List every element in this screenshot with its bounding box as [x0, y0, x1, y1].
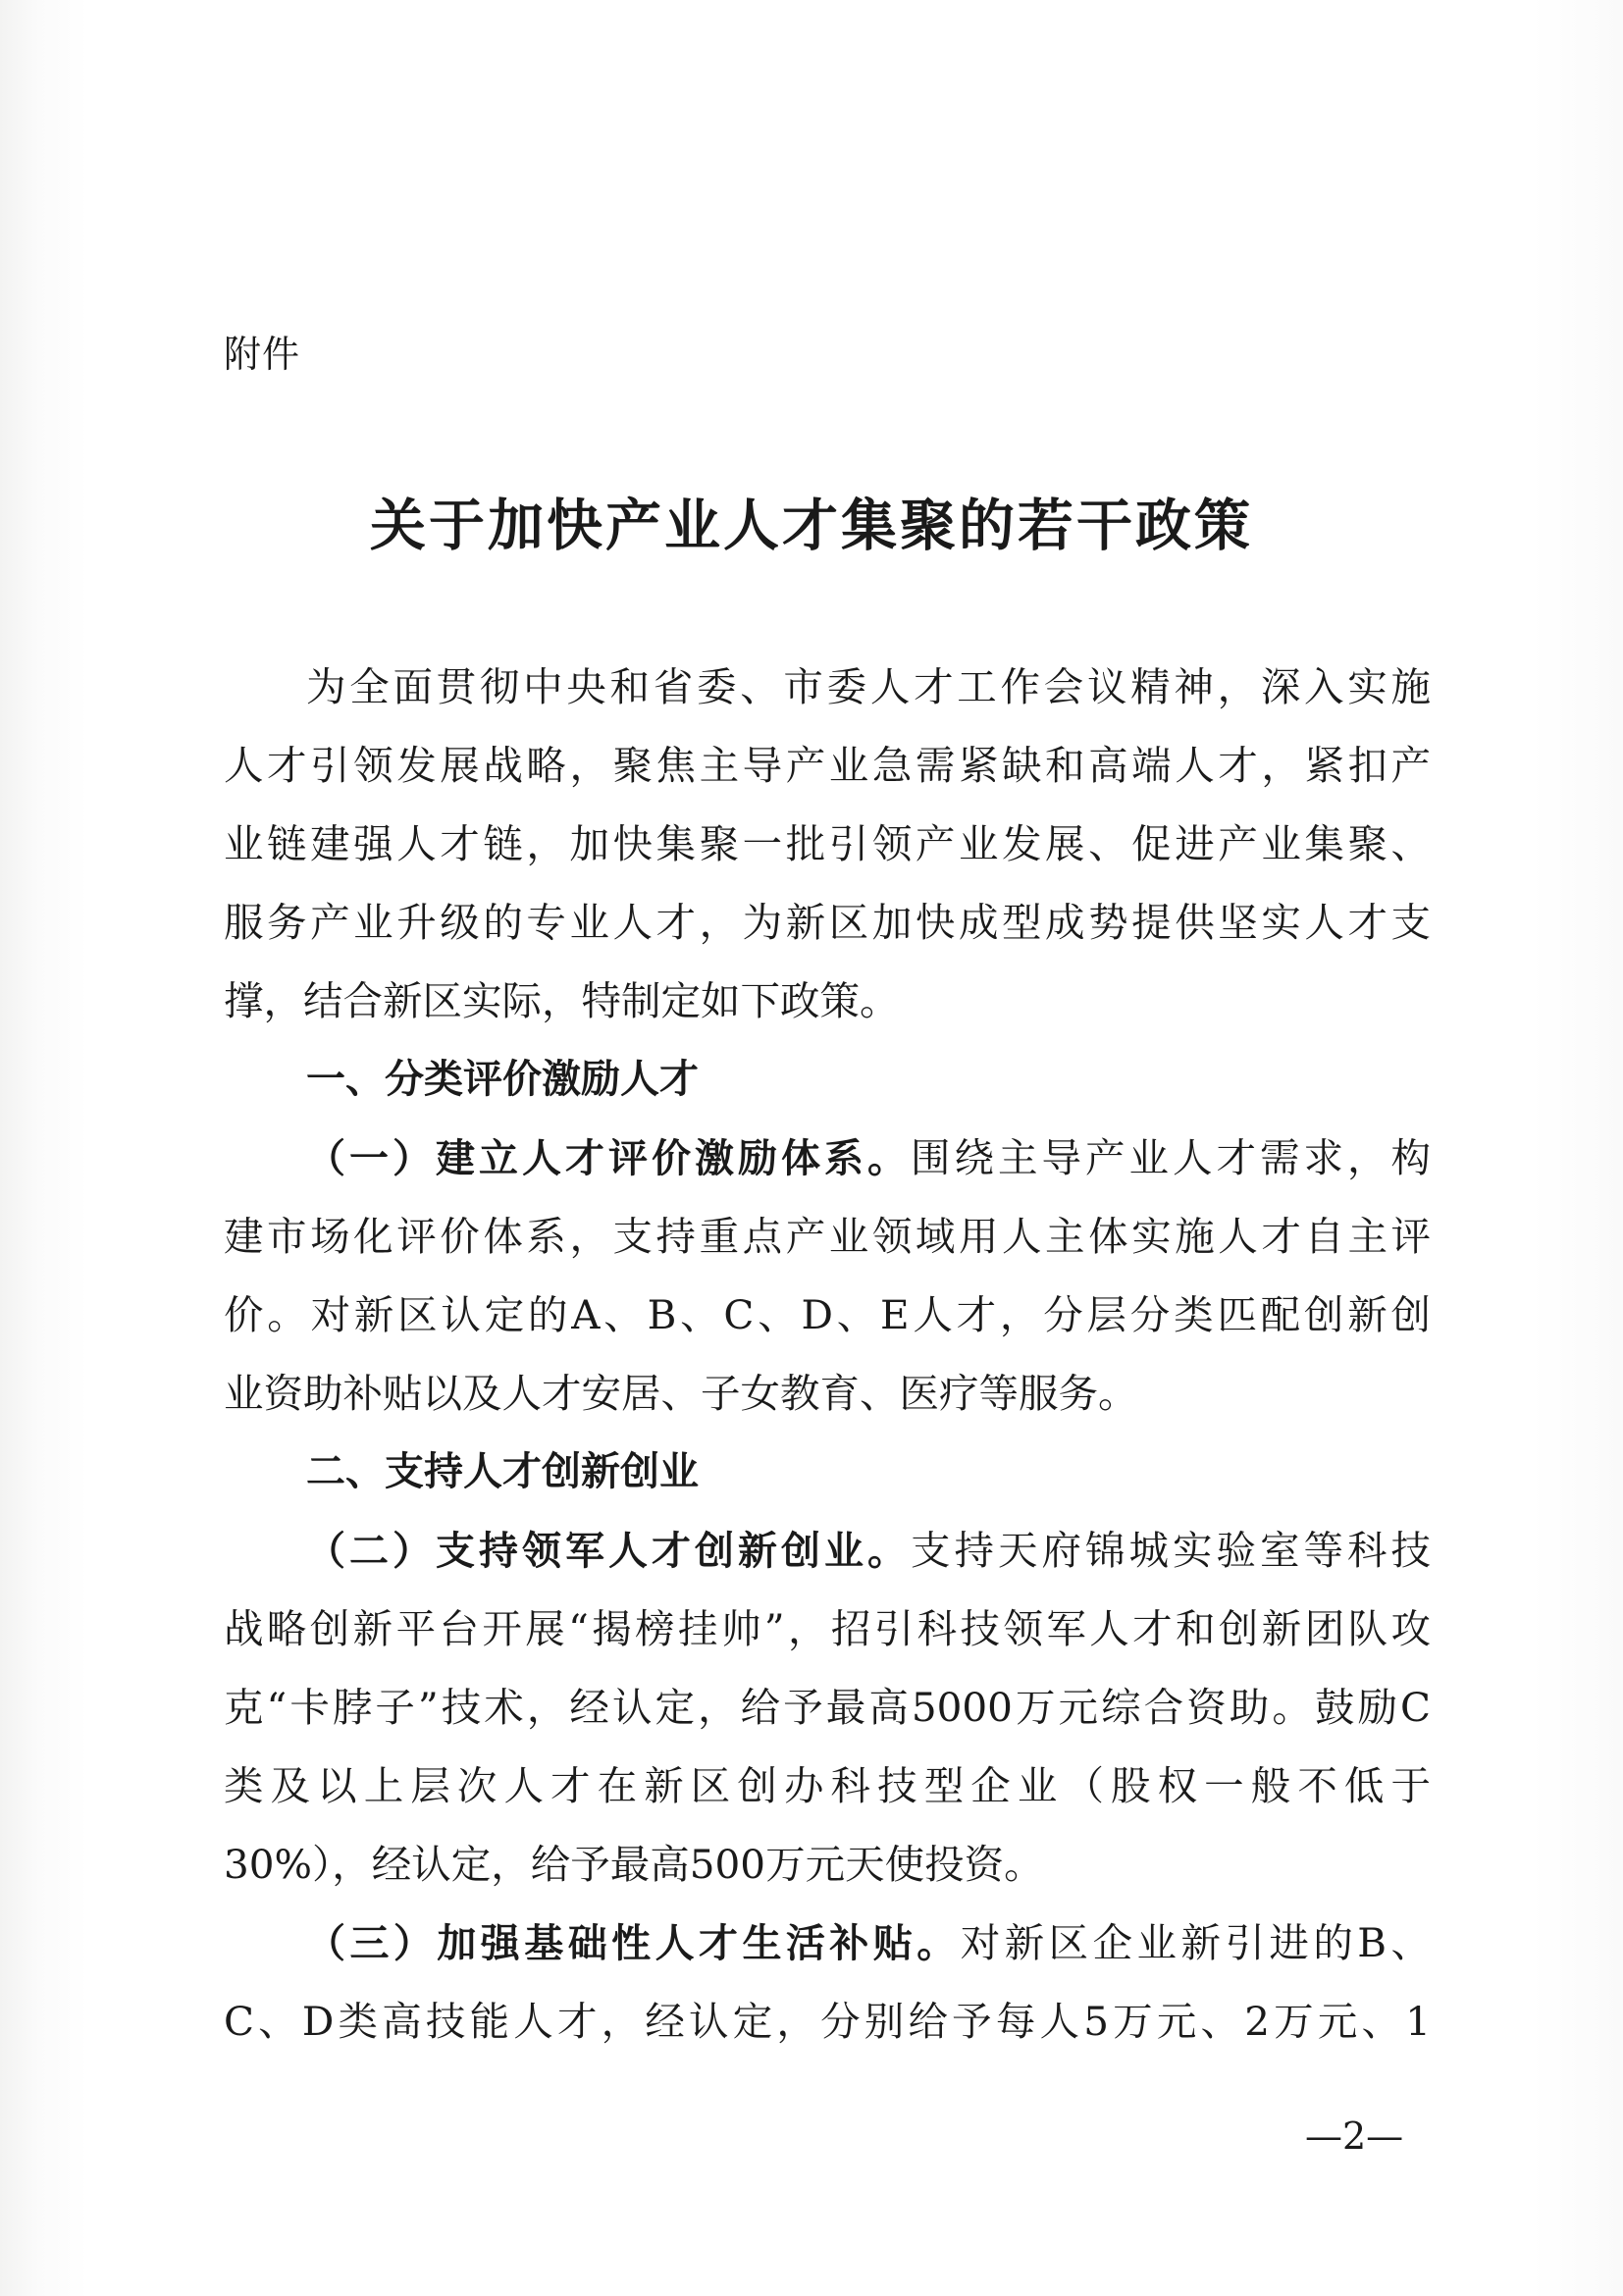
section-heading-1: 一、分类评价激励人才 — [306, 1057, 699, 1102]
item-1-line: 价。对新区认定的A、B、C、D、E人才，分层分类匹配创新创 — [224, 1291, 1431, 1338]
item-1-line: 业资助补贴以及人才安居、子女教育、医疗等服务。 — [224, 1370, 1138, 1417]
item-2-line: 类及以上层次人才在新区创办科技型企业（股权一般不低于 — [224, 1762, 1431, 1809]
item-1-first-line — [224, 1119, 1431, 1197]
item-2-line: 30%），经认定，给予最高500万元天使投资。 — [224, 1841, 1044, 1888]
intro-line: 人才引领发展战略，聚焦主导产业急需紧缺和高端人才，紧扣产 — [224, 742, 1431, 789]
section-heading-2: 二、支持人才创新创业 — [306, 1449, 699, 1494]
item-3-first-line — [224, 1904, 1431, 1982]
page-number: —2— — [1305, 2114, 1404, 2158]
item-2-line: 战略创新平台开展“揭榜挂帅”，招引科技领军人才和创新团队攻 — [224, 1605, 1431, 1652]
document-title: 关于加快产业人才集聚的若干政策 — [370, 494, 1253, 558]
intro-line: 撑，结合新区实际，特制定如下政策。 — [224, 977, 900, 1024]
intro-line: 服务产业升级的专业人才，为新区加快成型成势提供坚实人才支 — [224, 899, 1431, 946]
item-2-line: 克“卡脖子”技术，经认定，给予最高5000万元综合资助。鼓励C — [224, 1684, 1431, 1731]
item-1-line: 建市场化评价体系，支持重点产业领域用人主体实施人才自主评 — [224, 1213, 1431, 1260]
item-2-title: （二）支持领军人才创新创业。 — [306, 1529, 911, 1574]
item-3-line: C、D类高技能人才，经认定，分别给予每人5万元、2万元、1 — [224, 1998, 1431, 2045]
item-3-text: 对新区企业新引进的B、 — [960, 1919, 1432, 1966]
intro-line: 业链建强人才链，加快集聚一批引领产业发展、促进产业集聚、 — [224, 820, 1431, 867]
item-3-title: （三）加强基础性人才生活补贴。 — [306, 1921, 961, 1966]
attachment-label: 附件 — [224, 333, 301, 376]
document-body — [224, 648, 1431, 2061]
item-2-text: 支持天府锦城实验室等科技 — [911, 1527, 1431, 1574]
item-2-first-line — [224, 1511, 1431, 1590]
item-1-text: 围绕主导产业人才需求，构 — [911, 1134, 1431, 1181]
item-1-title: （一）建立人才评价激励体系。 — [306, 1136, 911, 1181]
intro-line: 为全面贯彻中央和省委、市委人才工作会议精神，深入实施 — [306, 663, 1431, 710]
